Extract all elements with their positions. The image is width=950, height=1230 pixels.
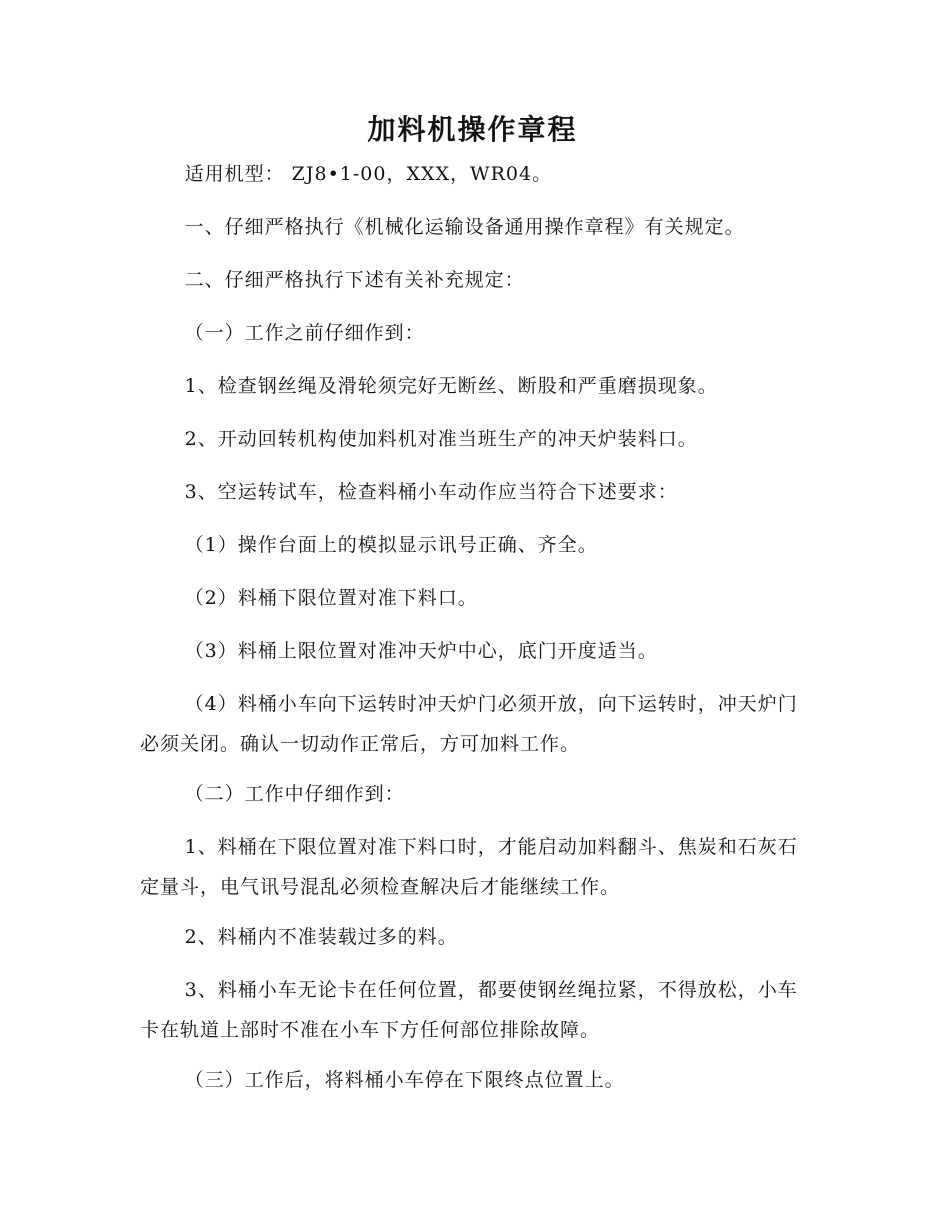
document-title: 加料机操作章程 <box>367 113 578 146</box>
paragraph-check-3: （3）料桶上限位置对准冲天炉中心，底门开度适当。 <box>184 640 658 662</box>
paragraph-section-after-work: （三）工作后，将料桶小车停在下限终点位置上。 <box>184 1069 625 1091</box>
paragraph-before-item-1: 1、检查钢丝绳及滑轮须完好无断丝、断股和严重磨损现象。 <box>184 375 718 397</box>
paragraph-section-before-work: （一）工作之前仔细作到： <box>184 322 425 344</box>
paragraph-rule-2: 二、仔细严格执行下述有关补充规定： <box>184 269 525 291</box>
paragraph-check-4: （4）料桶小车向下运转时冲天炉门必须开放，向下运转时，冲天炉门必须关闭。确认一切动作正常后，方可加料工作。 <box>140 693 798 755</box>
paragraph-during-item-1: 1、料桶在下限位置对准下料口时，才能启动加料翻斗、焦炭和石灰石定量斗，电气讯号混乱必须检查解决后才能继续工作。 <box>140 836 798 898</box>
paragraph-before-item-3: 3、空运转试车，检查料桶小车动作应当符合下述要求： <box>184 481 678 503</box>
paragraph-rule-1: 一、仔细严格执行《机械化运输设备通用操作章程》有关规定。 <box>184 216 745 238</box>
paragraph-check-1: （1）操作台面上的模拟显示讯号正确、齐全。 <box>184 534 598 556</box>
paragraph-during-item-2: 2、料桶内不准装载过多的料。 <box>184 926 458 948</box>
paragraph-during-item-3: 3、料桶小车无论卡在任何位置，都要使钢丝绳拉紧，不得放松，小车卡在轨道上部时不准在小车下方任何部位排除故障。 <box>140 979 798 1041</box>
paragraph-applicable-models: 适用机型： ZJ8•1-00，XXX，WR04。 <box>184 163 553 185</box>
paragraph-before-item-2: 2、开动回转机构使加料机对准当班生产的冲天炉装料口。 <box>184 428 698 450</box>
paragraph-check-2: （2）料桶下限位置对准下料口。 <box>184 587 478 609</box>
paragraph-section-during-work: （二）工作中仔细作到： <box>184 783 405 805</box>
